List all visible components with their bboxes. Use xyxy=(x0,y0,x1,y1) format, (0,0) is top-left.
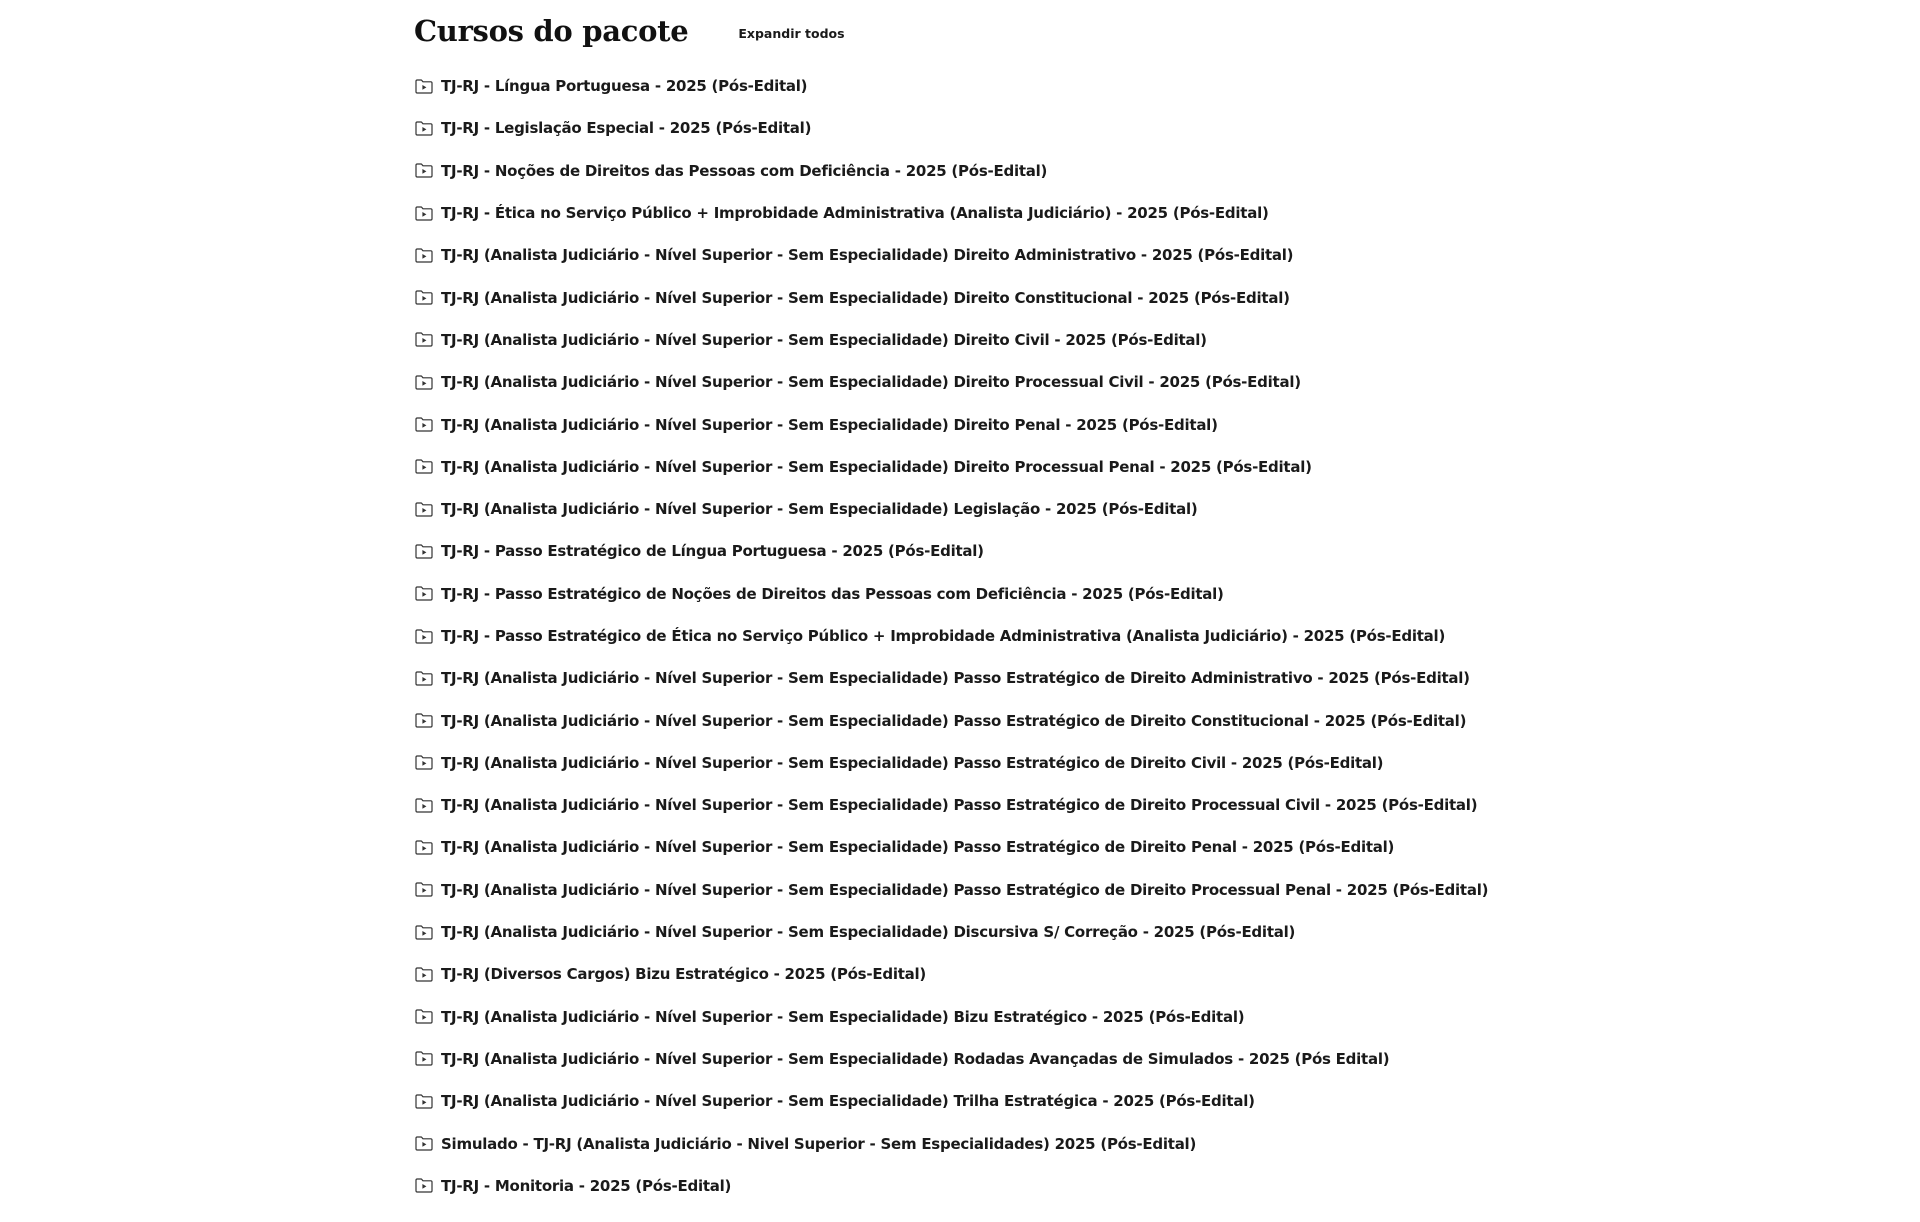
course-label: TJ-RJ (Analista Judiciário - Nível Superior - Sem Especialidade) Direito Civil - 2025 (Pós-Edital) xyxy=(441,330,1207,349)
folder-play-icon xyxy=(414,78,434,94)
course-item-7[interactable] xyxy=(414,319,1514,361)
folder-play-icon xyxy=(414,839,434,855)
section-header xyxy=(414,14,1514,60)
course-package-section xyxy=(414,14,1514,1207)
course-item-23[interactable] xyxy=(414,996,1514,1038)
course-item-3[interactable] xyxy=(414,150,1514,192)
expand-all-button[interactable]: Expandir todos xyxy=(738,26,845,41)
course-label: TJ-RJ (Analista Judiciário - Nível Superior - Sem Especialidade) Direito Administrativo - 2025 (Pós-Edital) xyxy=(441,246,1294,265)
course-label: TJ-RJ (Analista Judiciário - Nível Superior - Sem Especialidade) Direito Constitucional - 2025 (Pós-Edital) xyxy=(441,288,1290,307)
folder-play-icon xyxy=(414,1051,434,1067)
course-label: TJ-RJ (Analista Judiciário - Nível Superior - Sem Especialidade) Passo Estratégico de Direito Penal - 2025 (Pós-Edital) xyxy=(441,838,1395,857)
course-label: TJ-RJ (Diversos Cargos) Bizu Estratégico - 2025 (Pós-Edital) xyxy=(441,965,927,984)
page-title: Cursos do pacote xyxy=(414,14,689,48)
course-item-27[interactable] xyxy=(414,1165,1514,1207)
course-label: TJ-RJ (Analista Judiciário - Nível Superior - Sem Especialidade) Direito Processual Penal - 2025 (Pós-Edital) xyxy=(441,457,1312,476)
folder-play-icon xyxy=(414,966,434,982)
course-item-22[interactable] xyxy=(414,953,1514,995)
course-item-11[interactable] xyxy=(414,488,1514,530)
course-item-16[interactable] xyxy=(414,699,1514,741)
course-label: TJ-RJ (Analista Judiciário - Nível Superior - Sem Especialidade) Passo Estratégico de Direito Civil - 2025 (Pós-Edital) xyxy=(441,753,1384,772)
folder-play-icon xyxy=(414,586,434,602)
course-item-24[interactable] xyxy=(414,1038,1514,1080)
course-item-6[interactable] xyxy=(414,276,1514,318)
course-label: TJ-RJ (Analista Judiciário - Nível Superior - Sem Especialidade) Direito Processual Civil - 2025 (Pós-Edital) xyxy=(441,373,1301,392)
folder-play-icon xyxy=(414,374,434,390)
folder-play-icon xyxy=(414,501,434,517)
course-item-2[interactable] xyxy=(414,107,1514,149)
folder-play-icon xyxy=(414,163,434,179)
course-item-9[interactable] xyxy=(414,403,1514,445)
course-label: TJ-RJ - Noções de Direitos das Pessoas com Deficiência - 2025 (Pós-Edital) xyxy=(441,161,1048,180)
course-label: TJ-RJ (Analista Judiciário - Nível Superior - Sem Especialidade) Legislação - 2025 (Pós-Edital) xyxy=(441,500,1198,519)
folder-play-icon xyxy=(414,1178,434,1194)
course-item-18[interactable] xyxy=(414,784,1514,826)
course-label: TJ-RJ - Legislação Especial - 2025 (Pós-Edital) xyxy=(441,119,812,138)
folder-play-icon xyxy=(414,628,434,644)
course-item-10[interactable] xyxy=(414,446,1514,488)
course-item-20[interactable] xyxy=(414,869,1514,911)
folder-play-icon xyxy=(414,120,434,136)
folder-play-icon xyxy=(414,205,434,221)
folder-play-icon xyxy=(414,543,434,559)
folder-play-icon xyxy=(414,290,434,306)
course-item-15[interactable] xyxy=(414,657,1514,699)
course-label: TJ-RJ (Analista Judiciário - Nível Superior - Sem Especialidade) Bizu Estratégico - 2025 (Pós-Edital) xyxy=(441,1007,1245,1026)
folder-play-icon xyxy=(414,417,434,433)
course-label: TJ-RJ - Passo Estratégico de Noções de Direitos das Pessoas com Deficiência - 2025 (Pós-Edital) xyxy=(441,584,1224,603)
course-item-5[interactable] xyxy=(414,234,1514,276)
course-item-14[interactable] xyxy=(414,615,1514,657)
course-label: TJ-RJ (Analista Judiciário - Nível Superior - Sem Especialidade) Discursiva S/ Correção - 2025 (Pós-Edital) xyxy=(441,923,1296,942)
course-label: TJ-RJ (Analista Judiciário - Nível Superior - Sem Especialidade) Passo Estratégico de Direito Processual Penal - 2025 (Pós-Edital) xyxy=(441,880,1489,899)
course-item-8[interactable] xyxy=(414,361,1514,403)
folder-play-icon xyxy=(414,1093,434,1109)
course-item-17[interactable] xyxy=(414,742,1514,784)
folder-play-icon xyxy=(414,755,434,771)
folder-play-icon xyxy=(414,1136,434,1152)
course-label: TJ-RJ (Analista Judiciário - Nível Superior - Sem Especialidade) Direito Penal - 2025 (Pós-Edital) xyxy=(441,415,1218,434)
course-label: TJ-RJ - Língua Portuguesa - 2025 (Pós-Edital) xyxy=(441,77,808,96)
course-label: TJ-RJ (Analista Judiciário - Nível Superior - Sem Especialidade) Passo Estratégico de Direito Processual Civil - 2025 (Pós-Edital) xyxy=(441,796,1478,815)
course-item-1[interactable] xyxy=(414,65,1514,107)
course-item-13[interactable] xyxy=(414,573,1514,615)
folder-play-icon xyxy=(414,882,434,898)
course-list xyxy=(414,65,1514,1207)
folder-play-icon xyxy=(414,332,434,348)
course-item-21[interactable] xyxy=(414,911,1514,953)
course-item-4[interactable] xyxy=(414,192,1514,234)
folder-play-icon xyxy=(414,924,434,940)
course-label: TJ-RJ (Analista Judiciário - Nível Superior - Sem Especialidade) Passo Estratégico de Direito Administrativo - 2025 (Pós-Edital) xyxy=(441,669,1470,688)
course-label: TJ-RJ - Ética no Serviço Público + Improbidade Administrativa (Analista Judiciário) - 2025 (Pós-Edital) xyxy=(441,204,1269,223)
folder-play-icon xyxy=(414,670,434,686)
folder-play-icon xyxy=(414,459,434,475)
course-label: TJ-RJ (Analista Judiciário - Nível Superior - Sem Especialidade) Passo Estratégico de Direito Constitucional - 2025 (Pós-Edital) xyxy=(441,711,1467,730)
course-item-19[interactable] xyxy=(414,826,1514,868)
course-label: TJ-RJ (Analista Judiciário - Nível Superior - Sem Especialidade) Rodadas Avançadas de Simulados - 2025 (Pós Edital) xyxy=(441,1049,1390,1068)
course-item-12[interactable] xyxy=(414,530,1514,572)
course-label: TJ-RJ - Monitoria - 2025 (Pós-Edital) xyxy=(441,1176,732,1195)
folder-play-icon xyxy=(414,797,434,813)
course-label: TJ-RJ - Passo Estratégico de Língua Portuguesa - 2025 (Pós-Edital) xyxy=(441,542,984,561)
course-label: TJ-RJ (Analista Judiciário - Nível Superior - Sem Especialidade) Trilha Estratégica - 2025 (Pós-Edital) xyxy=(441,1092,1255,1111)
course-label: TJ-RJ - Passo Estratégico de Ética no Serviço Público + Improbidade Administrativa (Analista Judiciário) - 2025 (Pós-Edital) xyxy=(441,627,1446,645)
course-item-25[interactable] xyxy=(414,1080,1514,1122)
course-item-26[interactable] xyxy=(414,1122,1514,1164)
folder-play-icon xyxy=(414,713,434,729)
folder-play-icon xyxy=(414,1009,434,1025)
course-label: Simulado - TJ-RJ (Analista Judiciário - Nivel Superior - Sem Especialidades) 2025 (Pós-Edital) xyxy=(441,1134,1197,1153)
folder-play-icon xyxy=(414,247,434,263)
